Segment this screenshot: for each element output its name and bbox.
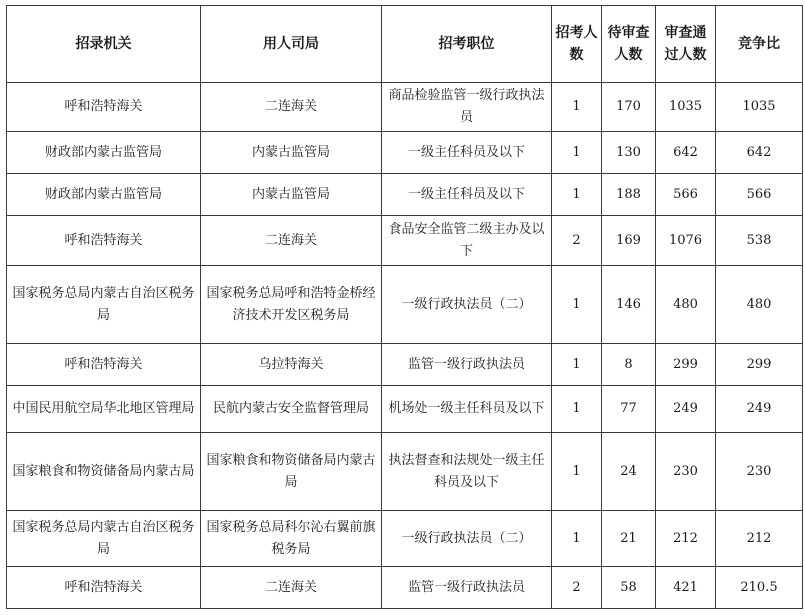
cell-org: 呼和浩特海关 [7,567,201,609]
table-row [7,511,803,567]
cell-hire: 1 [552,83,602,132]
cell-hire: 2 [552,567,602,609]
cell-pending: 8 [602,344,656,386]
table-row [7,83,803,132]
cell-org: 国家税务总局内蒙古自治区税务局 [7,266,201,344]
cell-org: 呼和浩特海关 [7,216,201,266]
cell-pending: 24 [602,433,656,511]
cell-pending: 21 [602,511,656,567]
cell-dept: 内蒙古监管局 [201,132,382,174]
cell-passed: 421 [656,567,716,609]
cell-org: 国家税务总局内蒙古自治区税务局 [7,511,201,567]
header-ratio: 竞争比 [716,6,803,83]
cell-dept: 二连海关 [201,83,382,132]
cell-pending: 188 [602,174,656,216]
cell-hire: 1 [552,132,602,174]
table-row [7,344,803,386]
cell-passed: 249 [656,386,716,433]
cell-org: 财政部内蒙古监管局 [7,174,201,216]
cell-ratio: 299 [716,344,803,386]
cell-position: 监管一级行政执法员 [382,567,552,609]
cell-hire: 1 [552,386,602,433]
cell-passed: 299 [656,344,716,386]
cell-position: 机场处一级主任科员及以下 [382,386,552,433]
cell-ratio: 230 [716,433,803,511]
cell-ratio: 480 [716,266,803,344]
table-row [7,433,803,511]
cell-pending: 77 [602,386,656,433]
cell-dept: 国家税务总局呼和浩特金桥经济技术开发区税务局 [201,266,382,344]
cell-dept: 内蒙古监管局 [201,174,382,216]
cell-pending: 58 [602,567,656,609]
cell-dept: 二连海关 [201,216,382,266]
cell-ratio: 642 [716,132,803,174]
cell-hire: 2 [552,216,602,266]
cell-passed: 480 [656,266,716,344]
header-hire: 招考人数 [552,6,602,83]
cell-position: 一级行政执法员（二） [382,511,552,567]
header-pending: 待审查人数 [602,6,656,83]
table-row [7,216,803,266]
cell-position: 执法督查和法规处一级主任科员及以下 [382,433,552,511]
cell-ratio: 1035 [716,83,803,132]
cell-dept: 二连海关 [201,567,382,609]
table-row [7,174,803,216]
cell-hire: 1 [552,174,602,216]
cell-org: 呼和浩特海关 [7,344,201,386]
header-dept: 用人司局 [201,6,382,83]
cell-hire: 1 [552,511,602,567]
cell-ratio: 566 [716,174,803,216]
cell-ratio: 212 [716,511,803,567]
cell-passed: 1035 [656,83,716,132]
cell-dept: 国家税务总局科尔沁右翼前旗税务局 [201,511,382,567]
table-row [7,386,803,433]
cell-pending: 170 [602,83,656,132]
cell-position: 监管一级行政执法员 [382,344,552,386]
header-position: 招考职位 [382,6,552,83]
cell-org: 呼和浩特海关 [7,83,201,132]
recruitment-table [6,5,803,609]
cell-hire: 1 [552,266,602,344]
cell-pending: 146 [602,266,656,344]
cell-org: 国家粮食和物资储备局内蒙古局 [7,433,201,511]
cell-dept: 民航内蒙古安全监督管理局 [201,386,382,433]
cell-position: 一级主任科员及以下 [382,132,552,174]
cell-passed: 212 [656,511,716,567]
cell-dept: 国家粮食和物资储备局内蒙古局 [201,433,382,511]
cell-pending: 130 [602,132,656,174]
cell-passed: 642 [656,132,716,174]
cell-ratio: 538 [716,216,803,266]
cell-position: 一级行政执法员（二） [382,266,552,344]
cell-pending: 169 [602,216,656,266]
cell-passed: 566 [656,174,716,216]
header-org: 招录机关 [7,6,201,83]
table-row [7,266,803,344]
table-row [7,132,803,174]
cell-position: 商品检验监管一级行政执法员 [382,83,552,132]
cell-org: 中国民用航空局华北地区管理局 [7,386,201,433]
table-row [7,567,803,609]
cell-position: 食品安全监管二级主办及以下 [382,216,552,266]
table-header-row [7,6,803,83]
cell-hire: 1 [552,433,602,511]
cell-dept: 乌拉特海关 [201,344,382,386]
cell-ratio: 249 [716,386,803,433]
cell-org: 财政部内蒙古监管局 [7,132,201,174]
header-passed: 审查通过人数 [656,6,716,83]
cell-ratio: 210.5 [716,567,803,609]
cell-position: 一级主任科员及以下 [382,174,552,216]
cell-hire: 1 [552,344,602,386]
cell-passed: 1076 [656,216,716,266]
cell-passed: 230 [656,433,716,511]
